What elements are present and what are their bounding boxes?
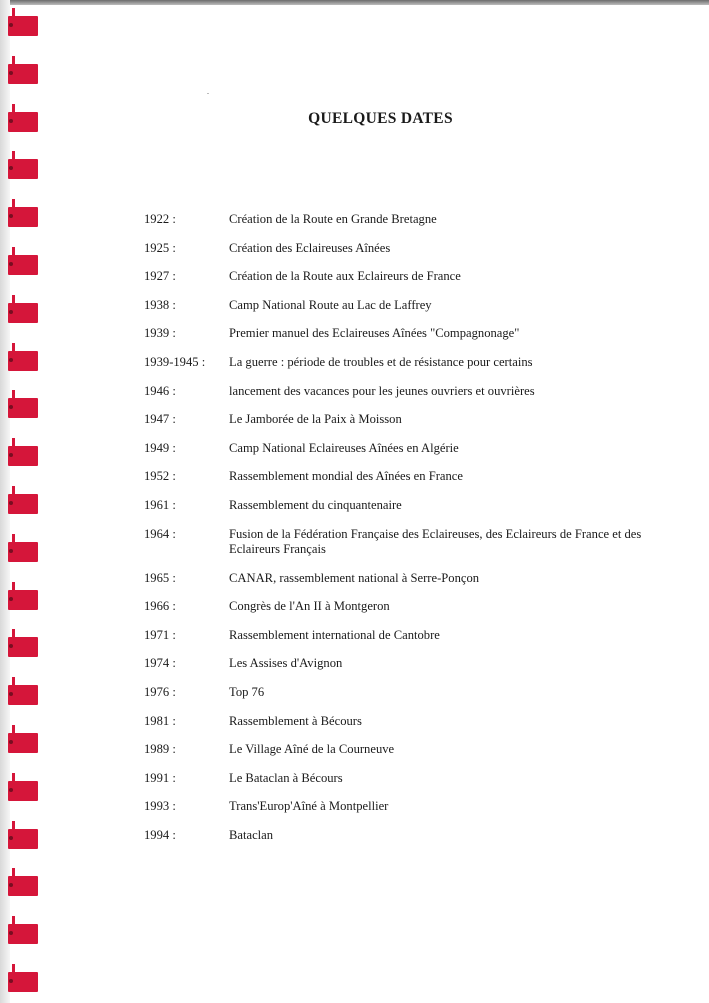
date-entry: [144, 412, 664, 441]
binding-ring: [8, 150, 38, 180]
date-entry: [144, 828, 664, 857]
date-description: Rassemblement du cinquantenaire: [229, 497, 402, 512]
date-description: Le Village Aîné de la Courneuve: [229, 742, 395, 757]
date-entry: [144, 628, 664, 657]
date-description: Rassemblement à Bécours: [229, 713, 362, 728]
binding-ring: [8, 628, 38, 658]
page-top-edge: [0, 0, 709, 5]
date-year: 1994 :: [144, 827, 176, 842]
date-entry: [144, 269, 664, 298]
date-year: 1989 :: [144, 742, 176, 757]
binding-ring: [8, 246, 38, 276]
date-entry: [144, 326, 664, 355]
date-year: 1976 :: [144, 684, 176, 699]
date-entry: [144, 527, 664, 571]
date-description: Le Jamborée de la Paix à Moisson: [229, 412, 402, 427]
date-entry: [144, 241, 664, 270]
binding-ring: [8, 437, 38, 467]
page-title: QUELQUES DATES: [308, 110, 453, 127]
binding-ring: [8, 772, 38, 802]
date-description: Trans'Europ'Aîné à Montpellier: [229, 799, 389, 814]
date-year: 1947 :: [144, 412, 176, 427]
binding-ring: [8, 581, 38, 611]
date-year: 1981 :: [144, 713, 176, 728]
date-description: Camp National Route au Lac de Laffrey: [229, 297, 432, 312]
date-year: 1927 :: [144, 269, 176, 284]
date-entry: [144, 742, 664, 771]
date-year: 1971 :: [144, 627, 176, 642]
binding-ring: [8, 820, 38, 850]
date-year: 1949 :: [144, 440, 176, 455]
date-year: 1939-1945 :: [144, 354, 206, 369]
date-description: Camp National Eclaireuses Aînées en Algérie: [229, 440, 459, 455]
date-description: Création de la Route aux Eclaireurs de France: [229, 269, 461, 284]
date-description: Les Assises d'Avignon: [229, 656, 343, 671]
date-description: lancement des vacances pour les jeunes ouvriers et ouvrières: [229, 383, 535, 398]
binding-ring: [8, 915, 38, 945]
date-year: 1961 :: [144, 497, 176, 512]
binding-ring: [8, 55, 38, 85]
date-entry: [144, 441, 664, 470]
date-year: 1938 :: [144, 297, 176, 312]
date-year: 1964 :: [144, 526, 176, 541]
date-entry: [144, 656, 664, 685]
paper-speck: [207, 93, 209, 94]
date-entry: [144, 469, 664, 498]
binding-ring: [8, 342, 38, 372]
binding-ring: [8, 867, 38, 897]
date-description: Le Bataclan à Bécours: [229, 770, 343, 785]
date-year: 1993 :: [144, 799, 176, 814]
binding-ring: [8, 198, 38, 228]
binding-ring: [8, 676, 38, 706]
date-description: Fusion de la Fédération Française des Eclaireuses, des Eclaireurs de France et des Eclaireurs Français: [229, 526, 642, 556]
date-entry: [144, 571, 664, 600]
date-year: 1925 :: [144, 240, 176, 255]
date-description: Création de la Route en Grande Bretagne: [229, 212, 437, 226]
date-entry: [144, 355, 664, 384]
binding-ring: [8, 7, 38, 37]
date-entry: [144, 771, 664, 800]
date-year: 1965 :: [144, 570, 176, 585]
date-entry: [144, 714, 664, 743]
date-year: 1946 :: [144, 383, 176, 398]
binding-ring: [8, 533, 38, 563]
date-year: 1922 :: [144, 212, 176, 226]
date-entry: [144, 498, 664, 527]
binding-ring: [8, 963, 38, 993]
date-entry: [144, 212, 664, 241]
date-entry: [144, 599, 664, 628]
date-description: La guerre : période de troubles et de résistance pour certains: [229, 354, 533, 369]
spiral-binding: [0, 0, 44, 1003]
date-entry: [144, 298, 664, 327]
date-description: Rassemblement mondial des Aînées en France: [229, 469, 463, 484]
date-description: CANAR, rassemblement national à Serre-Ponçon: [229, 570, 480, 585]
date-year: 1991 :: [144, 770, 176, 785]
dates-list: [144, 212, 664, 856]
date-entry: [144, 384, 664, 413]
binding-ring: [8, 485, 38, 515]
date-entry: [144, 799, 664, 828]
date-description: Premier manuel des Eclaireuses Aînées "Compagnonage": [229, 326, 520, 341]
date-description: Congrès de l'An II à Montgeron: [229, 599, 390, 614]
binding-ring: [8, 724, 38, 754]
date-description: Top 76: [229, 684, 265, 699]
date-description: Création des Eclaireuses Aînées: [229, 240, 391, 255]
date-year: 1952 :: [144, 469, 176, 484]
date-year: 1966 :: [144, 599, 176, 614]
binding-ring: [8, 294, 38, 324]
date-year: 1939 :: [144, 326, 176, 341]
date-description: Bataclan: [229, 827, 274, 842]
date-entry: [144, 685, 664, 714]
date-year: 1974 :: [144, 656, 176, 671]
binding-ring: [8, 389, 38, 419]
date-description: Rassemblement international de Cantobre: [229, 627, 440, 642]
